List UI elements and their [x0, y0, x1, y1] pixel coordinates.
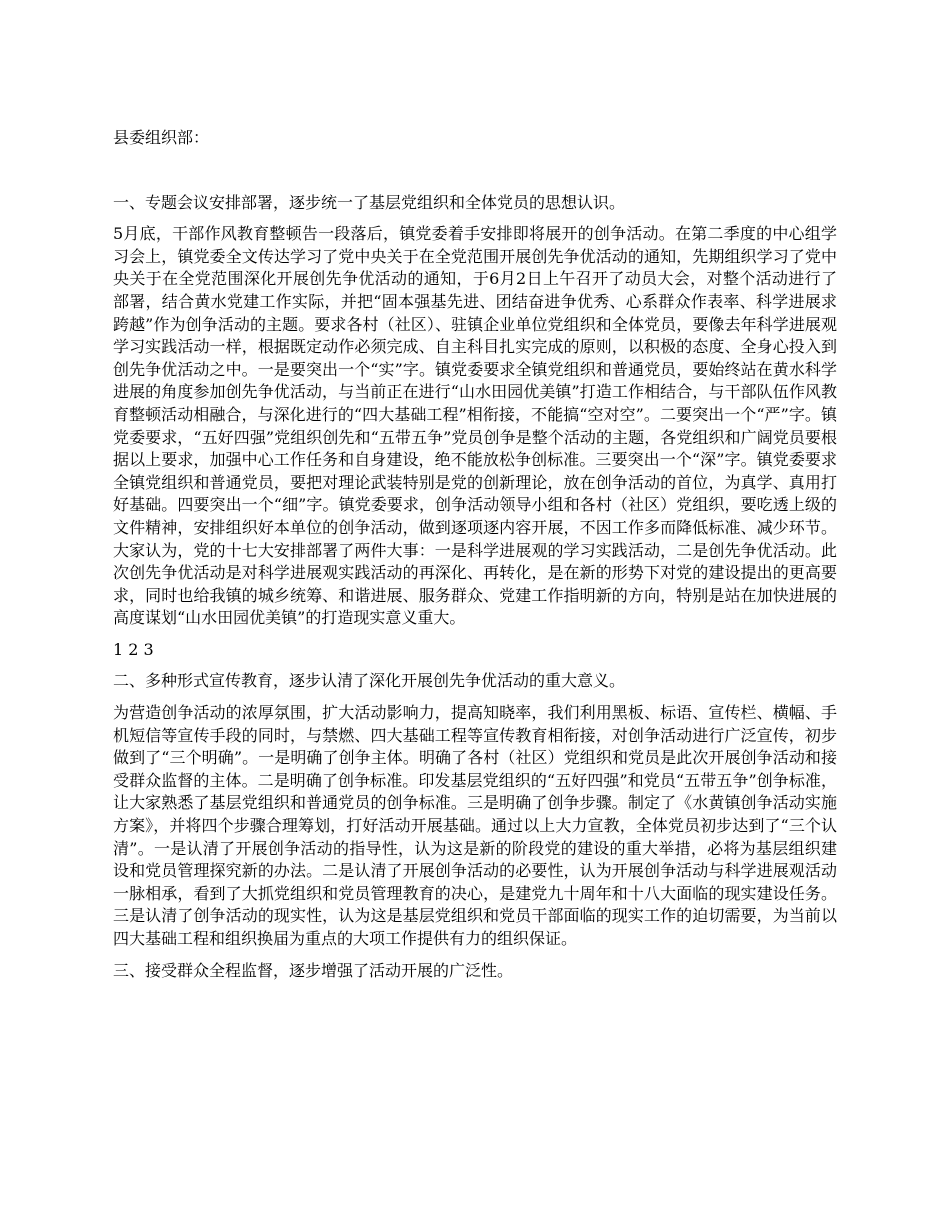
- section-body-1: 5月底，干部作风教育整顿告一段落后，镇党委着手安排即将展开的创争活动。在第二季度的中心组学习会上，镇党委全文传达学习了党中央关于在全党范围开展创先争优活动的通知，先期组织学习了党中央关于在全党范围深化开展创先争优活动的通知，于6月2日上午召开了动员大会，对整个活动进行了部署，结合黄水党建工作实际，并把“固本强基先进、团结奋进争优秀、心系群众作表率、科学进展求跨越”作为创争活动的主题。要求各村（社区）、驻镇企业单位党组织和全体党员，要像去年科学进展观学习实践活动一样，根据既定动作必须完成、自主科目扎实完成的原则，以积极的态度、全身心投入到创先争优活动之中。一是要突出一个“实”字。镇党委要求全镇党组织和普通党员，要始终站在黄水科学进展的角度参加创先争优活动，与当前正在进行“山水田园优美镇”打造工作相结合，与干部队伍作风教育整顿活动相融合，与深化进行的“四大基础工程”相衔接，不能搞“空对空”。二要突出一个“严”字。镇党委要求，“五好四强”党组织创先和“五带五争”党员创争是整个活动的主题，各党组织和广阔党员要根据以上要求，加强中心工作任务和自身建设，绝不能放松争创标准。三要突出一个“深”字。镇党委要求全镇党组织和普通党员，要把对理论武装特别是党的创新理论，放在创争活动的首位，为真学、真用打好基础。四要突出一个“细”字。镇党委要求，创争活动领导小组和各村（社区）党组织，要吃透上级的文件精神，安排组织好本单位的创争活动，做到逐项逐内容开展，不因工作多而降低标准、减少环节。大家认为，党的十七大安排部署了两件大事：一是科学进展观的学习实践活动，二是创先争优活动。此次创先争优活动是对科学进展观实践活动的再深化、再转化，是在新的形势下对党的建设提出的更高要求，同时也给我镇的城乡统筹、和谐进展、服务群众、党建工作指明新的方向，特别是站在加快进展的高度谋划“山水田园优美镇”的打造现实意义重大。: [113, 224, 837, 628]
- salutation: 县委组织部：: [113, 128, 210, 147]
- page-marker: 1 2 3: [113, 639, 154, 659]
- section-body-2: 为营造创争活动的浓厚氛围，扩大活动影响力，提高知晓率，我们利用黑板、标语、宣传栏、横幅、手机短信等宣传手段的同时，与禁燃、四大基础工程等宣传教育相衔接，对创争活动进行广泛宣传，初步做到了“三个明确”。一是明确了创争主体。明确了各村（社区）党组织和党员是此次开展创争活动和接受群众监督的主体。二是明确了创争标准。印发基层党组织的“五好四强”和党员“五带五争”创争标准，让大家熟悉了基层党组织和普通党员的创争标准。三是明确了创争步骤。制定了《水黄镇创争活动实施方案》，并将四个步骤合理筹划，打好活动开展基础。通过以上大力宣教，全体党员初步达到了“三个认清”。一是认清了开展创争活动的指导性，认为这是新的阶段党的建设的重大举措，必将为基层组织建设和党员管理探究新的办法。二是认清了开展创争活动的必要性，认为开展创争活动与科学进展观活动一脉相承，看到了大抓党组织和党员管理教育的决心，是建党九十周年和十八大面临的现实建设任务。三是认清了创争活动的现实性，认为这是基层党组织和党员干部面临的现实工作的迫切需要，为当前以四大基础工程和组织换届为重点的大项工作提供有力的组织保证。: [113, 703, 837, 948]
- section-heading-2: 二、多种形式宣传教育，逐步认清了深化开展创先争优活动的重大意义。: [113, 671, 626, 691]
- section-heading-3: 三、接受群众全程监督，逐步增强了活动开展的广泛性。: [113, 960, 514, 980]
- section-heading-1: 一、专题会议安排部署，逐步统一了基层党组织和全体党员的思想认识。: [113, 192, 626, 212]
- document-page: [113, 127, 837, 991]
